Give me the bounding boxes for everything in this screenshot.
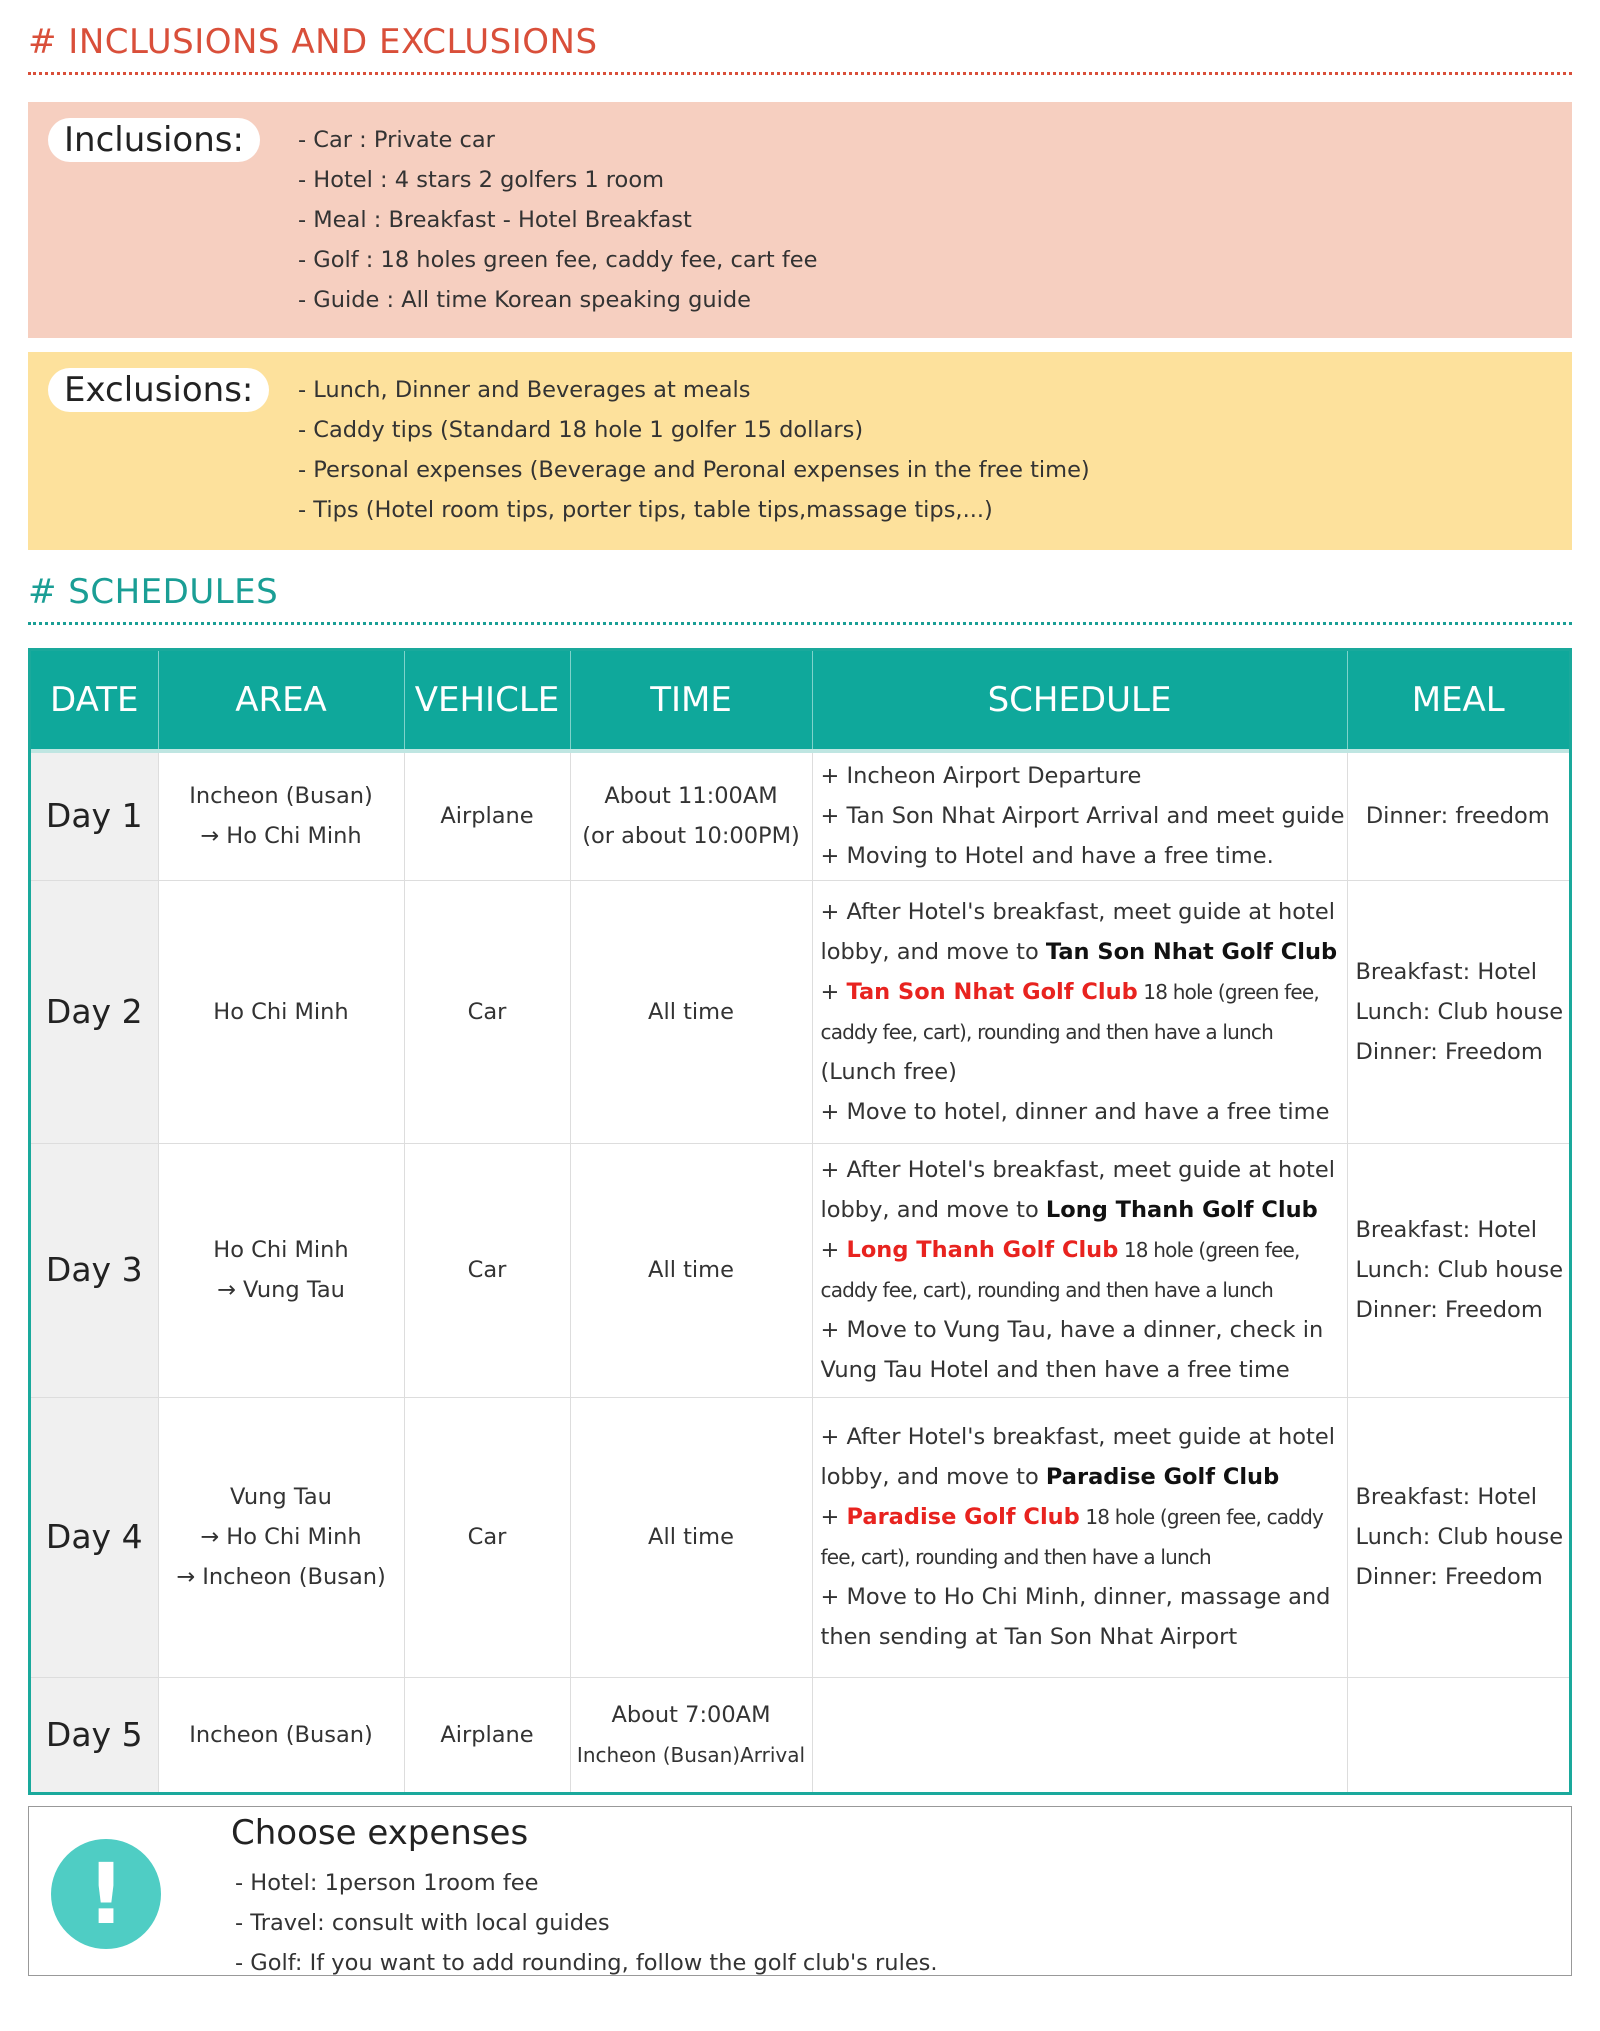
inclusion-item: - Hotel : 4 stars 2 golfers 1 room	[298, 167, 665, 193]
day-cell: Day 1	[31, 751, 158, 880]
area-line: → Vung Tau	[217, 1277, 345, 1303]
inclusions-section-title: # INCLUSIONS AND EXCLUSIONS	[28, 22, 598, 62]
exclusion-item: - Lunch, Dinner and Beverages at meals	[298, 377, 751, 403]
table-row	[31, 1143, 1569, 1397]
schedule-table	[28, 648, 1572, 1795]
header-time: TIME	[570, 651, 812, 751]
golf-club-highlight: Long Thanh Golf Club	[846, 1237, 1119, 1263]
exclamation-icon: !	[51, 1839, 161, 1949]
schedules-divider	[28, 622, 1572, 625]
inclusions-divider	[28, 72, 1572, 75]
schedule-line: + After Hotel's breakfast, meet guide at hotel	[820, 1424, 1335, 1450]
inclusions-list	[298, 120, 817, 320]
schedule-cell	[812, 1143, 1347, 1397]
day-cell: Day 5	[31, 1677, 158, 1792]
exclusion-item: - Personal expenses (Beverage and Peronal expenses in the free time)	[298, 457, 1090, 483]
time-cell	[570, 1397, 812, 1677]
exclusion-item: - Caddy tips (Standard 18 hole 1 golfer 15 dollars)	[298, 417, 864, 443]
meal-line: Lunch: Club house	[1355, 1524, 1564, 1550]
header-area: AREA	[158, 651, 404, 751]
schedule-line: + Move to hotel, dinner and have a free time	[820, 1098, 1330, 1125]
meal-line: Breakfast: Hotel	[1355, 1484, 1537, 1510]
time-line: All time	[648, 998, 734, 1025]
schedule-line	[821, 972, 1343, 1012]
schedule-text: 18 hole (green fee,	[1137, 979, 1319, 1004]
schedule-text: lobby, and move to	[820, 938, 1046, 965]
schedule-line: + After Hotel's breakfast, meet guide at hotel	[820, 898, 1335, 925]
meal-cell	[1347, 880, 1569, 1143]
time-cell	[570, 751, 812, 880]
table-row	[31, 880, 1569, 1143]
area-line: → Ho Chi Minh	[200, 823, 362, 850]
area-cell	[158, 880, 404, 1143]
inclusions-label: Inclusions:	[48, 118, 260, 162]
header-meal: MEAL	[1347, 651, 1569, 751]
time-cell	[570, 1143, 812, 1397]
schedule-text: +	[820, 1237, 847, 1263]
schedule-line	[821, 1497, 1343, 1537]
schedule-line: + Move to Vung Tau, have a dinner, check in	[820, 1317, 1324, 1343]
schedule-text: lobby, and move to	[820, 1464, 1046, 1490]
exclusions-label: Exclusions:	[48, 368, 269, 412]
area-line: Vung Tau	[230, 1484, 332, 1510]
notice-item: - Travel: consult with local guides	[235, 1910, 610, 1936]
schedules-section-title: # SCHEDULES	[28, 572, 279, 612]
meal-line: Breakfast: Hotel	[1355, 1217, 1537, 1243]
meal-line: Dinner: Freedom	[1355, 1038, 1543, 1065]
schedule-line: + Incheon Airport Departure	[820, 763, 1142, 790]
time-line: About 11:00AM	[604, 783, 778, 810]
golf-club-name: Tan Son Nhat Golf Club	[1045, 938, 1338, 965]
schedule-line	[821, 1457, 1343, 1497]
schedule-cell	[812, 1397, 1347, 1677]
schedule-text: 18 hole (green fee, caddy	[1079, 1505, 1324, 1529]
choose-expenses-notice	[28, 1806, 1572, 1976]
meal-line: Lunch: Club house	[1355, 998, 1564, 1025]
meal-cell	[1347, 1677, 1569, 1792]
table-header-row	[31, 651, 1569, 751]
area-cell	[158, 751, 404, 880]
header-date: DATE	[31, 651, 158, 751]
meal-cell	[1347, 751, 1569, 880]
schedule-line: + Moving to Hotel and have a free time.	[820, 843, 1274, 870]
table-row	[31, 1677, 1569, 1792]
time-line: (or about 10:00PM)	[582, 823, 800, 850]
schedule-line: + Tan Son Nhat Airport Arrival and meet guide	[820, 803, 1345, 830]
area-line: Incheon (Busan)	[189, 783, 373, 810]
schedule-line: (Lunch free)	[820, 1058, 957, 1085]
table-row	[31, 751, 1569, 880]
vehicle-cell: Airplane	[404, 1677, 570, 1792]
meal-line: Dinner: Freedom	[1355, 1297, 1543, 1323]
schedule-line: caddy fee, cart), rounding and then have a lunch	[820, 1278, 1273, 1302]
meal-line: Lunch: Club house	[1355, 1257, 1564, 1283]
time-line: All time	[648, 1524, 734, 1550]
area-line: → Ho Chi Minh	[200, 1524, 362, 1550]
meal-line: Dinner: Freedom	[1355, 1564, 1543, 1590]
exclusion-item: - Tips (Hotel room tips, porter tips, table tips,massage tips,...)	[298, 497, 993, 523]
exclusions-list	[298, 370, 1090, 530]
meal-cell	[1347, 1143, 1569, 1397]
golf-club-highlight: Paradise Golf Club	[846, 1504, 1080, 1530]
schedule-text: 18 hole (green fee,	[1118, 1238, 1300, 1262]
inclusion-item: - Guide : All time Korean speaking guide	[298, 287, 751, 313]
area-line: → Incheon (Busan)	[176, 1564, 386, 1590]
schedule-line: then sending at Tan Son Nhat Airport	[820, 1624, 1238, 1650]
time-cell	[570, 1677, 812, 1792]
area-cell	[158, 1677, 404, 1792]
vehicle-cell: Airplane	[404, 751, 570, 880]
time-line: About 7:00AM	[611, 1701, 771, 1728]
schedule-text: +	[820, 1504, 847, 1530]
day-cell: Day 3	[31, 1143, 158, 1397]
schedule-line: + After Hotel's breakfast, meet guide at hotel	[820, 1157, 1335, 1183]
time-line: All time	[648, 1257, 734, 1283]
schedule-line	[821, 1230, 1343, 1270]
schedule-line: caddy fee, cart), rounding and then have a lunch	[820, 1019, 1273, 1044]
area-line: Ho Chi Minh	[213, 1237, 349, 1263]
inclusion-item: - Golf : 18 holes green fee, caddy fee, cart fee	[298, 247, 818, 273]
meal-line: Dinner: freedom	[1365, 803, 1550, 830]
exclusions-box	[28, 352, 1572, 550]
table-row	[31, 1397, 1569, 1677]
area-cell	[158, 1143, 404, 1397]
schedule-cell	[812, 880, 1347, 1143]
day-cell: Day 4	[31, 1397, 158, 1677]
meal-line: Breakfast: Hotel	[1355, 958, 1537, 985]
inclusion-item: - Car : Private car	[298, 127, 495, 153]
area-line: Incheon (Busan)	[189, 1721, 373, 1748]
area-cell	[158, 1397, 404, 1677]
schedule-line	[821, 1190, 1343, 1230]
notice-item: - Hotel: 1person 1room fee	[235, 1870, 539, 1896]
vehicle-cell: Car	[404, 880, 570, 1143]
inclusion-item: - Meal : Breakfast - Hotel Breakfast	[298, 207, 692, 233]
schedule-line: fee, cart), rounding and then have a lunch	[820, 1545, 1211, 1569]
notice-item: - Golf: If you want to add rounding, follow the golf club's rules.	[235, 1950, 938, 1976]
area-line: Ho Chi Minh	[213, 998, 349, 1025]
schedule-text: +	[820, 978, 847, 1005]
meal-cell	[1347, 1397, 1569, 1677]
day-cell: Day 2	[31, 880, 158, 1143]
vehicle-cell: Car	[404, 1397, 570, 1677]
golf-club-name: Long Thanh Golf Club	[1045, 1197, 1318, 1223]
schedule-line: + Move to Ho Chi Minh, dinner, massage and	[820, 1584, 1331, 1610]
schedule-line	[821, 932, 1343, 972]
schedule-line: Vung Tau Hotel and then have a free time	[820, 1357, 1290, 1383]
schedule-cell	[812, 1677, 1347, 1792]
vehicle-cell: Car	[404, 1143, 570, 1397]
header-schedule: SCHEDULE	[812, 651, 1347, 751]
schedule-text: lobby, and move to	[820, 1197, 1046, 1223]
golf-club-highlight: Tan Son Nhat Golf Club	[846, 978, 1138, 1005]
notice-list	[235, 1863, 938, 1983]
time-cell	[570, 880, 812, 1143]
header-vehicle: VEHICLE	[404, 651, 570, 751]
golf-club-name: Paradise Golf Club	[1045, 1464, 1280, 1490]
notice-title: Choose expenses	[231, 1813, 529, 1853]
schedule-cell	[812, 751, 1347, 880]
inclusions-box	[28, 102, 1572, 338]
time-line: Incheon (Busan)Arrival	[576, 1742, 806, 1767]
